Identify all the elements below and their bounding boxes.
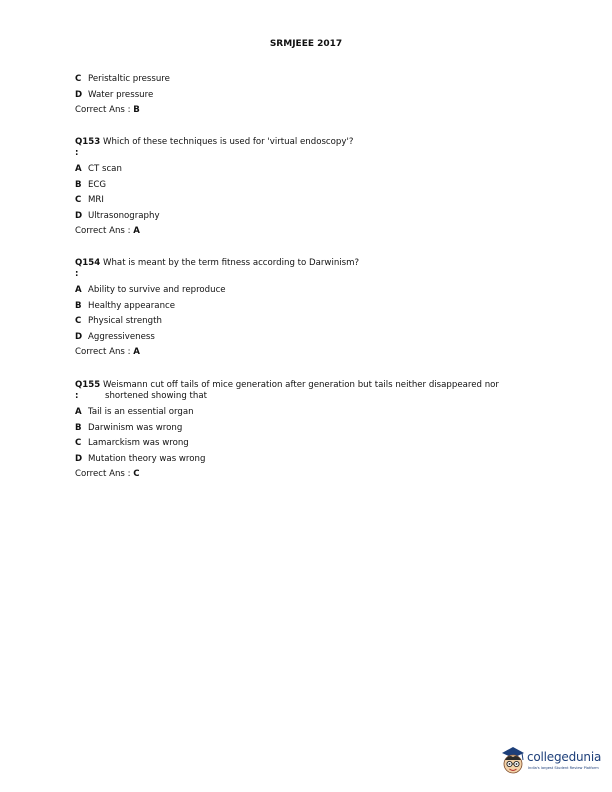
option-c: C MRI (75, 195, 104, 206)
option-d: D Water pressure (75, 89, 154, 100)
question-153 (75, 137, 535, 240)
logo-name: collegedunia (527, 750, 602, 764)
option-b: B Healthy appearance (75, 300, 176, 311)
question-number: Q153 (75, 137, 101, 147)
option-d: D Aggressiveness (75, 331, 155, 342)
option-a: A Ability to survive and reproduce (75, 285, 226, 295)
question-number: Q154 (75, 258, 101, 268)
correct-answer: Correct Ans : C (75, 469, 140, 480)
question-155 (75, 380, 535, 483)
option-b: B Darwinism was wrong (75, 422, 183, 433)
logo-tagline: India's largest Student Review Platform (528, 766, 599, 770)
mascot-icon (499, 744, 527, 778)
question-text: Which of these techniques is used for 'virtual endoscopy'? (102, 137, 354, 147)
correct-answer: Correct Ans : B (75, 105, 140, 116)
question-154 (75, 258, 535, 361)
question-stem: Q155 Weismann cut off tails of mice generation after generation but tails neither disappeared nor : shortened showing that (75, 380, 535, 402)
option-d: D Mutation theory was wrong (75, 453, 206, 464)
option-c: C Physical strength (75, 316, 162, 327)
option-c: C Peristaltic pressure (75, 74, 170, 84)
option-d: D Ultrasonography (75, 210, 160, 221)
collegedunia-logo (499, 744, 609, 778)
question-text: Weismann cut off tails of mice generation after generation but tails neither disappeared nor (102, 380, 499, 390)
option-b: B ECG (75, 179, 107, 190)
page-title: SRMJEEE 2017 (269, 39, 343, 49)
option-a: A Tail is an essential organ (75, 407, 194, 417)
prev-question (75, 72, 535, 119)
question-text-continued: shortened showing that (105, 391, 207, 401)
option-a: A CT scan (75, 164, 122, 174)
question-number: Q155 (75, 380, 101, 390)
question-stem: Q154 What is meant by the term fitness according to Darwinism? : (75, 258, 360, 279)
question-text: What is meant by the term fitness according to Darwinism? (102, 258, 360, 268)
question-stem: Q153 Which of these techniques is used for 'virtual endoscopy'? : (75, 137, 354, 158)
option-c: C Lamarckism was wrong (75, 438, 189, 449)
correct-answer: Correct Ans : A (75, 226, 140, 237)
correct-answer: Correct Ans : A (75, 347, 140, 358)
